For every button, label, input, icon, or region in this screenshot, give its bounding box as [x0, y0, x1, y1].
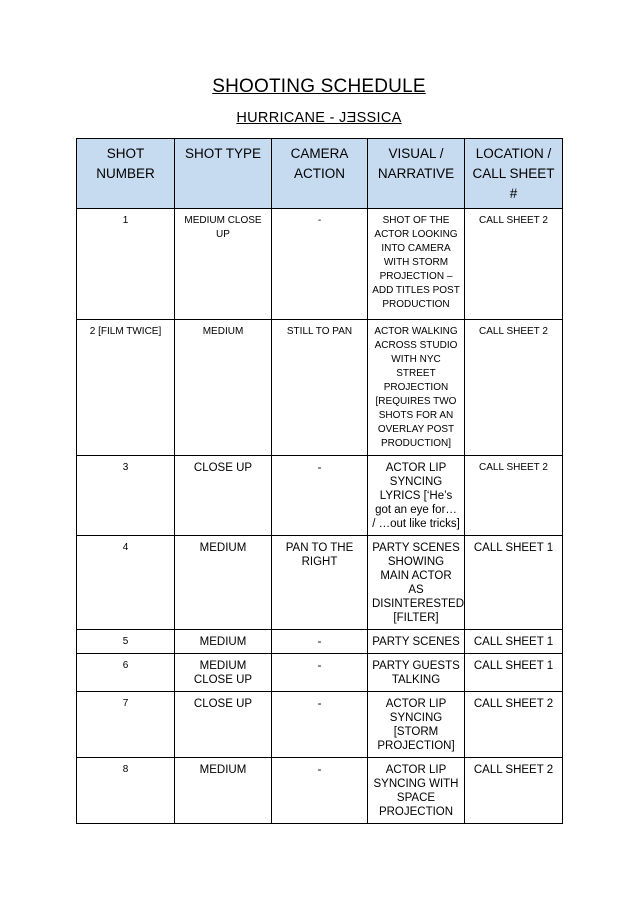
cell-visual-narrative: PARTY SCENES SHOWING MAIN ACTOR AS DISINTERESTED [FILTER] — [368, 536, 465, 630]
cell-location: CALL SHEET 1 — [465, 536, 563, 630]
cell-shot-number: 1 — [77, 209, 175, 320]
cell-visual-narrative: PARTY SCENES — [368, 630, 465, 654]
cell-visual-narrative: ACTOR LIP SYNCING WITH SPACE PROJECTION — [368, 758, 465, 824]
cell-camera-action: - — [272, 758, 368, 824]
table-row — [77, 654, 563, 692]
table-row — [77, 209, 563, 320]
cell-shot-type: MEDIUM — [175, 536, 272, 630]
cell-shot-number: 5 — [77, 630, 175, 654]
cell-visual-narrative: SHOT OF THE ACTOR LOOKING INTO CAMERA WITH STORM PROJECTION – ADD TITLES POST PRODUCTION — [368, 209, 465, 320]
header-visual-narrative: VISUAL / NARRATIVE — [368, 139, 465, 209]
cell-visual-narrative: ACTOR LIP SYNCING [STORM PROJECTION] — [368, 692, 465, 758]
header-row — [77, 139, 563, 209]
cell-camera-action: - — [272, 209, 368, 320]
cell-shot-number: 6 — [77, 654, 175, 692]
cell-shot-type: MEDIUM — [175, 320, 272, 456]
table-row — [77, 536, 563, 630]
document-title: SHOOTING SCHEDULE — [212, 76, 426, 97]
cell-shot-number: 2 [FILM TWICE] — [77, 320, 175, 456]
cell-location: CALL SHEET 1 — [465, 630, 563, 654]
table-row — [77, 630, 563, 654]
cell-shot-number: 7 — [77, 692, 175, 758]
header-shot-number: SHOT NUMBER — [77, 139, 175, 209]
table-row — [77, 456, 563, 536]
cell-location: CALL SHEET 1 — [465, 654, 563, 692]
cell-location: CALL SHEET 2 — [465, 758, 563, 824]
cell-shot-number: 4 — [77, 536, 175, 630]
cell-shot-type: MEDIUM CLOSE UP — [175, 209, 272, 320]
cell-location: CALL SHEET 2 — [465, 209, 563, 320]
table-row — [77, 320, 563, 456]
table-row — [77, 758, 563, 824]
cell-shot-type: MEDIUM CLOSE UP — [175, 654, 272, 692]
header-location: LOCATION / CALL SHEET # — [465, 139, 563, 209]
cell-shot-number: 3 — [77, 456, 175, 536]
cell-shot-type: CLOSE UP — [175, 456, 272, 536]
cell-shot-type: CLOSE UP — [175, 692, 272, 758]
cell-visual-narrative: ACTOR WALKING ACROSS STUDIO WITH NYC STREET PROJECTION [REQUIRES TWO SHOTS FOR AN OVERLAY POST PRODUCTION] — [368, 320, 465, 456]
cell-location: CALL SHEET 2 — [465, 692, 563, 758]
cell-shot-type: MEDIUM — [175, 630, 272, 654]
shooting-schedule-table — [76, 138, 563, 824]
cell-camera-action: - — [272, 630, 368, 654]
header-shot-type: SHOT TYPE — [175, 139, 272, 209]
document-subtitle: HURRICANE - JƎSSICA — [236, 110, 402, 126]
table-row — [77, 692, 563, 758]
cell-visual-narrative: ACTOR LIP SYNCING LYRICS [‘He’s got an eye for… / …out like tricks] — [368, 456, 465, 536]
cell-camera-action: - — [272, 456, 368, 536]
cell-camera-action: PAN TO THE RIGHT — [272, 536, 368, 630]
cell-shot-type: MEDIUM — [175, 758, 272, 824]
cell-shot-number: 8 — [77, 758, 175, 824]
cell-visual-narrative: PARTY GUESTS TALKING — [368, 654, 465, 692]
cell-camera-action: - — [272, 692, 368, 758]
cell-camera-action: STILL TO PAN — [272, 320, 368, 456]
cell-camera-action: - — [272, 654, 368, 692]
cell-location: CALL SHEET 2 — [465, 456, 563, 536]
cell-location: CALL SHEET 2 — [465, 320, 563, 456]
header-camera-action: CAMERA ACTION — [272, 139, 368, 209]
